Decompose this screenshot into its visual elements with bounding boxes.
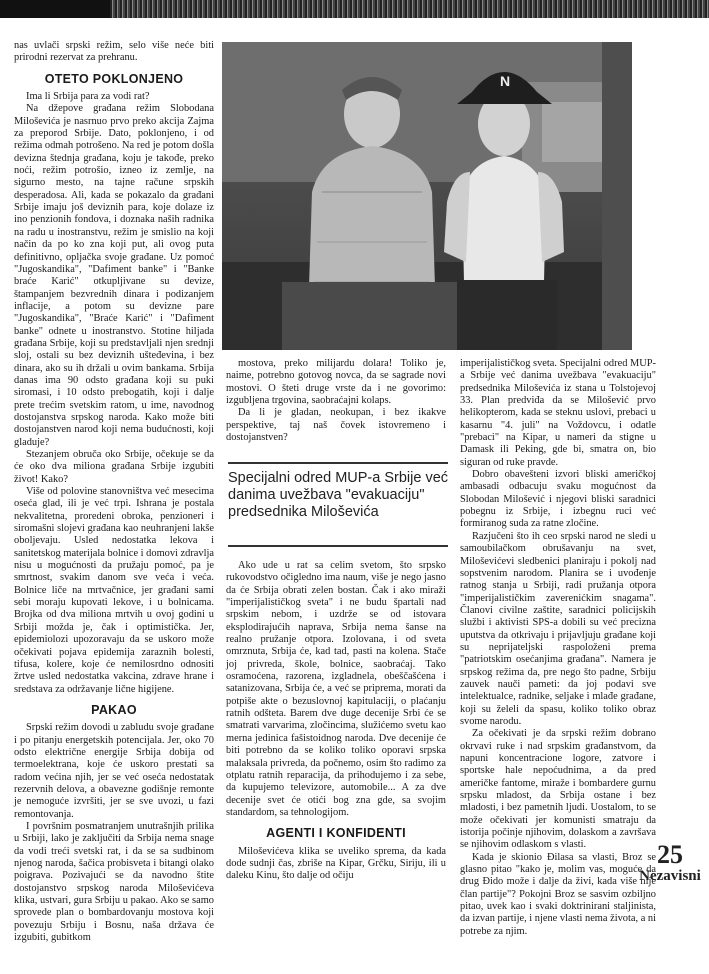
column-right (460, 358, 656, 938)
paragraph: Srpski režim dovodi u zabludu svoje građane i po pitanju energetskih potencijala. Jer, oko 70 odsto električne energije Srbija dobija od termoelektrana, koje će uskoro prestati sa radom većina njih, jer se već oseća nedostatak rezervnih delova, a obavezne godišnje remonte je nemoguće izvršiti, jer se sve uvozi, u fazi remontovanja. (14, 722, 214, 820)
column-middle-lower (226, 560, 446, 883)
paragraph: Razjučeni što ih ceo srpski narod ne sledi u samoubilačkom obrušavanju na svet, Miloševićevi sledbenici planiraju i pokolj nad sopstvenim narodom. Planira se i uvođenje ratnog stanja u Srbiji, radi pružanja otpora "imperijalističkim zaverenićkim snagama". Članovi civilne zaštite, saradnici policijskih službi i aktivisti SPS-a dobili su već precizna uputstva da otkrivaju i prijavljuju građane koji su neprijateljski raspoloženi prema "patriotskim osećanjima građana". Namera je srpskog režima da, pre nego što padne, Srbiju zauvek nauči pameti: da joj podavi sve intelektualce, radnike, seljake i mlađe građane, koji su želeli da spasu, koliko toliko obraz svome narodu. (460, 530, 656, 727)
paragraph: imperijalističkog sveta. Specijalni odred MUP-a Srbije već danima uvežbava "evakuaciju" predsednika Miloševića iz stana u Tolstojevoj 33. Plan predviđa da se Milošević prvo helikopterom, kada se steknu uslovi, prebaci u kasarnu "4. juli" na Voždovcu, i odatle "prebaci" na Kipar, u nameri da stigne u Damask ili Peking, gde bi, smatra on, bio siguran od ruke pravde. (460, 358, 656, 468)
paragraph: Miloševićeva klika se uveliko sprema, da kada dode sudnji čas, zbriše na Kipar, Grčku, Siriju, ili u daleku Kinu, što dalje od očiju (226, 845, 446, 882)
paragraph: Da li je gladan, neokupan, i bez ikakve perspektive, taj naš čovek istovremeno i dostojanstven? (226, 407, 446, 444)
photo-two-men (222, 42, 632, 350)
paragraph: Na džepove građana režim Slobodana Miloševića je nasrnuo prvo preko akcija Zajma za preporod Srbije. Dato, poklonjeno, i od režima odmah potrošeno. Na red je potom došla devizna štednja građana, koju je takođe, preko noći, režim potrošio, izneo iz zemlje, na sigurno mesto, na tajne račune srpskih desperadosa. Ali, kada se pokazalo da građani Srbije imaju još deviznih para, koje dolaze iz ino penzionih fondova, i doznaka naših radnika na radu u inostranstvu, režim je smislio na koji način da po ko zna koji put, ali ovog puta definitivno, opljačka svoje građane. Uz pomoć "Jugoskandika", "Dafiment banke" i "Banke braće Karić" otkupljivane su devize, štampanjem bezvrednih dinara i podizanjem inflacije, a potom su devizne pare "Jugoskandika", "Braće Karić" i "Dafiment banke" odnete u inostranstvo. Stotine hiljada građana Srbije, koji su predstavljali njen srednji sloj, ostali su bez deviznih ušteđevina, i bez dinara, ako su ih držali u ovim bankama. Srbija danas ima 90 odsto građana koji su puki siromasi, i 10 odsto prebogatih, koji i dalje prete trećim svetskim ratom, u ime, navodnog dostojanstva srpskog naroda. Kako može biti dostojanstven narod koji nema budućnosti, koji gladuje? (14, 103, 214, 448)
paragraph: Dobro obavešteni izvori bliski američkoj ambasadi odbacuju svaku mogućnost da Slobodan Milošević i njegovi bliski saradnici pobegnu iz Srbije, i izbegnu ruci već formiranog suda za ratne zločine. (460, 469, 656, 530)
pullquote-rule-top (228, 462, 448, 464)
paragraph: Kada je skionio Đilasa sa vlasti, Broz se glasno pitao "kako je, molim vas, moguće da drug Đido može i dalje da živi, kada više nije član partije"? Pokojni Broz se sasvim ozbiljno pitao, uvek kao i svaki doktrinirani staljinista, da izvan partije, i njene vlasti nema života, a ni potrebe za njim. (460, 851, 656, 937)
heading-pakao: PAKAO (91, 702, 137, 717)
magazine-name: Nezavisni (639, 868, 701, 884)
page-number: 25 (657, 840, 683, 869)
page-folio (635, 842, 705, 884)
paragraph: Ako ude u rat sa celim svetom, što srpsko rukovodstvo očigledno ima naum, više je nego jasno da će Srbija obrati zelen bostan. Čak i ako miraži "imperijalističkog sveta" i ne budu špartali nad srpskim nebom, i uzdrže se od istovara eksplodirajućih naprava, Srbija nema šanse na realno pružanje otpora. Izolovana, i od sveta omrznuta, Srbija će, kad tad, pasti na kolena. Stače joj privreda, škole, bolnice, saobraćaj. Tako osramoćena, razorena, izgladnela, obeščašćena i satanizovana, Srbija će, a već se priprema, morati da potpiše akte o bezuslovnoj kapitulaciji, o plaćanju ratnih odšteta. Barem dve duge decenije Srbi će se smatrati varvarima, zločincima, služićemo svetu kao merna jedinica fašistoidnog naroda. Dve decenije će biti potrebno da se koliko toliko oporavi srpska malaksala privreda, da počnemo, osim što radimo za otplatu ratnih reparacija, da prihodujemo i za sebe, da kupujemo televizore, automobile... A za dve decenije svet će otići bog zna gde, sa svojim standardom, sa tehnologijom. (226, 560, 446, 818)
paragraph: Ima li Srbija para za vodi rat? (26, 91, 150, 103)
heading-oteto-poklonjeno: OTETO POKLONJENO (44, 71, 184, 86)
paragraph: Za očekivati je da srpski režim dobrano okrvavi ruke i nad srpskim građanstvom, da napuni koncentracione logore, zatvore i sportske hale nepoćudnima, a da pred američke fantome, miraže i bombardere gurnu srpsku mladost, da Srbija ostane i bez mladosti, i bez pametnih ljudi. Uostalom, to se može očekivati jer komunisti smatraju da istorija počinje njihovim, dolaskom a završava se njihovim odlaskom s vlasti. (460, 728, 656, 851)
top-border-dark (0, 0, 110, 18)
paragraph: nas uvlači srpski režim, selo više neće biti prirodni rezervat za prehranu. (14, 40, 214, 64)
paragraph: Stezanjem obruča oko Srbije, očekuje se da će oko dva miliona građana Srbije izgubiti život! Kako? (14, 449, 214, 485)
pullquote-rule-bottom (228, 545, 448, 547)
pullquote: Specijalni odred MUP-a Srbije već danima uvežbava "evakuaciju" predsednika Miloševića (228, 470, 449, 520)
svg-text:N: N (500, 73, 511, 89)
heading-agenti-i-konfidenti: AGENTI I KONFIDENTI (266, 826, 406, 841)
column-middle (226, 358, 446, 444)
photo-illustration (222, 42, 632, 350)
column-left (14, 40, 214, 944)
paragraph: Više od polovine stanovništva već mesecima oseća glad, ili je već trpi. Ishrana je postala nekvalitetna, proredeni obroka, penzioneri i siromašni slojevi građana kao neuhranjeni lakše oboljevaju. Usled nedostatka lekova i sanitetskog materijala bolnice i domovi zdravlja nisu u mogućnosti da pružaju pomoć, pa je smrtnost, svakim danom sve veća i veća. Bolnice liče na mrtvačnice, jer građani sami sebi moraju kupovati lekove, i u bolnicama. Brojka od dva miliona mrtvih u ovoj godini u Srbiji možda je, čak i optimistička. Jer, epidemiolozi upozoravaju da se uskoro može očekivati pojava epidemija zaraznih bolesti, tifusa, kolere, koje će nemilosrdno odnositi žrtve usled nedostatka vakcina, zdrave hrane i sredstava za održavanje lične higijene. (14, 486, 214, 695)
paragraph: mostova, preko milijardu dolara! Toliko je, naime, potrebno gotovog novca, da se sagrade novi mostovi. O šteti druge vrste da i ne govorimo: izgubljena trgovina, saobraćajni kolaps. (226, 358, 446, 407)
paragraph: I površnim posmatranjem unutrašnjih prilika u Srbiji, lako je zaključiti da Srbija nema snage da vodi treći svetski rat, i da se sa sudbinom njenog naroda, šačica probisveta i bitangi olako poigrava. Pozivajući se da navodno štite dostojanstvo srpskog naroda Miloševićeva klika, ustvari, gura Srbiju u pakao. Ako se samo sprovede plan o bombardovanju mostova koji povezuju Srbiju i Bosnu, naša država će izgubiti, gubitkom (14, 820, 214, 944)
